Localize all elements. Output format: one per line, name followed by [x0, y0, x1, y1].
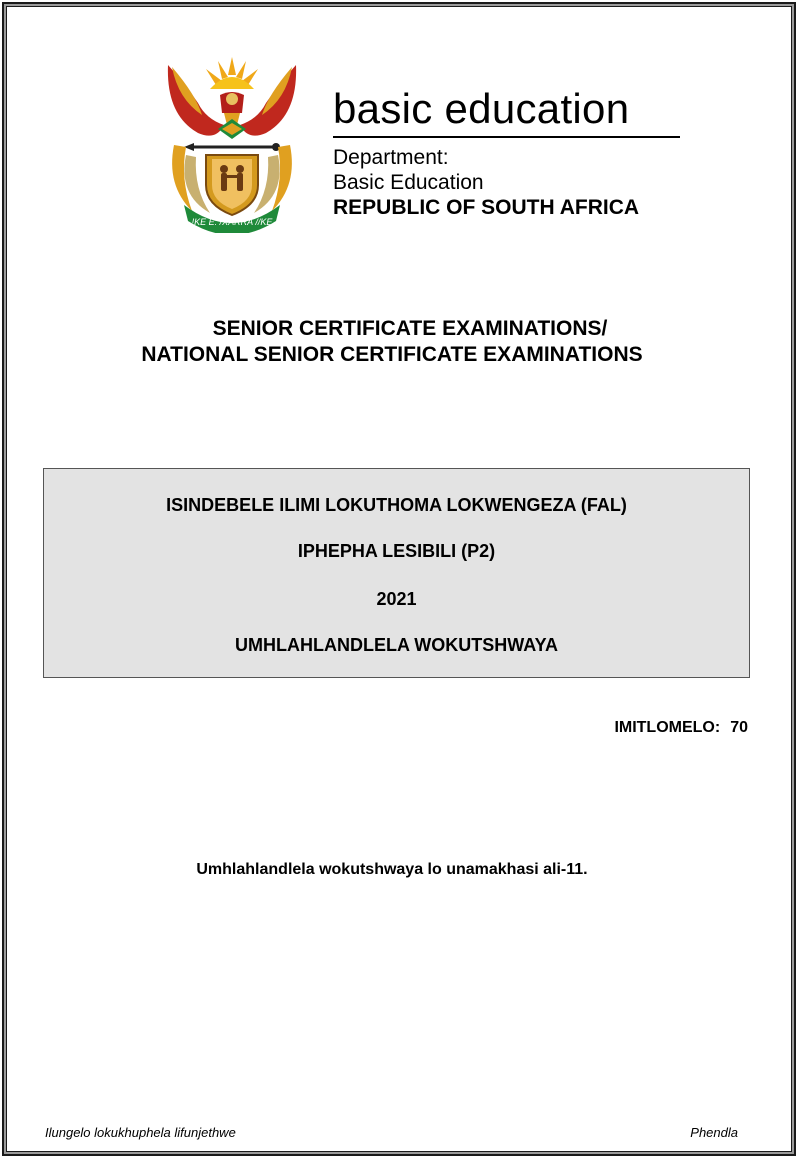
department-name: Basic Education: [333, 171, 484, 194]
marks-value: 70: [730, 719, 748, 736]
department-label: Department:: [333, 146, 449, 169]
document-type: UMHLAHLANDLELA WOKUTSHWAYA: [235, 635, 558, 655]
subject-box: [43, 468, 750, 678]
country-name: REPUBLIC OF SOUTH AFRICA: [333, 196, 640, 219]
next-page-footer: Phendla: [690, 1125, 738, 1140]
copyright-footer: Ilungelo lokukhuphela lifunjethwe: [45, 1125, 236, 1140]
svg-text:!KE E: /XARRA //KE: !KE E: /XARRA //KE: [191, 217, 273, 227]
brand-divider: [333, 136, 680, 138]
page-count-note: Umhlahlandlela wokutshwaya lo unamakhasi ali-11.: [196, 861, 588, 878]
exam-heading-line-1: SENIOR CERTIFICATE EXAMINATIONS/: [212, 317, 608, 340]
subject-title: ISINDEBELE ILIMI LOKUTHOMA LOKWENGEZA (FAL): [166, 495, 627, 515]
rising-sun: [206, 57, 258, 89]
south-africa-coat-of-arms-icon: [158, 55, 306, 233]
marks-label: IMITLOMELO:: [614, 719, 721, 736]
protea: [218, 119, 246, 139]
paper-label: IPHEPHA LESIBILI (P2): [297, 541, 496, 561]
exam-heading-line-2: NATIONAL SENIOR CERTIFICATE EXAMINATIONS: [141, 343, 643, 366]
exam-year: 2021: [376, 589, 417, 609]
shield: [206, 155, 258, 215]
brand-title: basic education: [333, 85, 630, 132]
total-marks: [614, 720, 748, 736]
